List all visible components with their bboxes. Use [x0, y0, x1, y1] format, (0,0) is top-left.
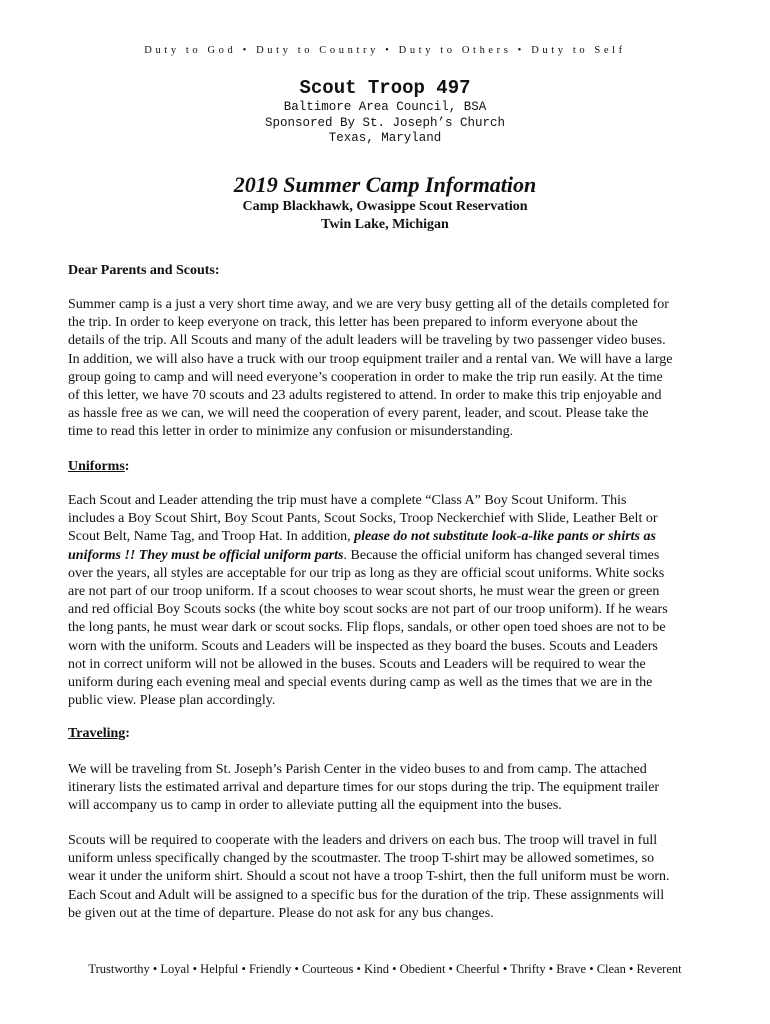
greeting: Dear Parents and Scouts:: [68, 263, 220, 278]
uniforms-heading-text: Uniforms: [68, 459, 125, 474]
traveling-line: uniform unless specifically changed by the scoutmaster. The troop T-shirt may be allowed sometimes, so: [68, 851, 655, 867]
traveling-heading-block: [68, 725, 708, 743]
uniforms-paragraph: [68, 492, 708, 710]
uniforms-heading-block: [68, 458, 708, 476]
troop-name: Scout Troop 497: [299, 77, 471, 99]
uniforms-line: uniform during each evening meal and special events during camp as well as the times that we are in the: [68, 675, 653, 691]
traveling-line: Scouts will be required to cooperate with the leaders and drivers on each bus. The troop will travel in full: [68, 833, 658, 848]
traveling-heading-colon: :: [125, 726, 130, 741]
greeting-block: [68, 262, 708, 280]
sponsor-line: Sponsored By St. Joseph’s Church: [264, 115, 506, 130]
uniforms-line: not in correct uniform will not be allowed in the buses. Scouts and Leaders will be required to wear the: [68, 656, 646, 672]
uniforms-heading: [68, 458, 708, 476]
traveling-line: will accompany us to camp in order to alleviate putting all the equipment into the buses.: [68, 798, 562, 814]
uniforms-line: are not part of our troop uniform. If a scout chooses to wear scout shorts, he must wear the green or green: [68, 584, 660, 600]
traveling-line: Each Scout and Adult will be assigned to a specific bus for the duration of the trip. These assignments will: [68, 887, 665, 903]
uniforms-line: includes a Boy Scout Shirt, Boy Scout Pants, Scout Socks, Troop Neckerchief with Slide, Leather Belt or: [68, 511, 658, 527]
scout-motto: Duty to God • Duty to Country • Duty to Others • Duty to Self: [144, 45, 626, 56]
location-line: Texas, Maryland: [328, 131, 442, 145]
uniforms-line: over the years, all styles are acceptable for our trip as long as they are official scout uniforms. White socks: [68, 565, 665, 581]
intro-line: group going to camp and will need everyone’s cooperation in order to make the trip run easily. At the time: [68, 369, 663, 385]
traveling-line: We will be traveling from St. Joseph’s Parish Center in the video buses to and from camp. The attached: [68, 762, 647, 777]
page-title: 2019 Summer Camp Information: [233, 172, 537, 197]
camp-name: Camp Blackhawk, Owasippe Scout Reservation: [242, 199, 528, 214]
intro-line: the trip. In order to keep everyone on track, this letter has been prepared to inform everyone about the: [68, 315, 638, 331]
traveling-heading-text: Traveling: [68, 726, 126, 741]
uniforms-line: and red official Boy Scouts socks (the white boy scout socks are not part of our troop uniform). If he wears: [68, 602, 668, 618]
uniforms-warning: please do not substitute look-a-like pants or shirts as: [354, 529, 656, 545]
uniforms-line: public view. Please plan accordingly.: [68, 693, 276, 709]
traveling-line: be given out at the time of departure. Please do not ask for any bus changes.: [68, 905, 494, 921]
troop-details: [0, 100, 770, 147]
traveling-heading: [68, 725, 708, 743]
uniforms-line: [68, 528, 708, 546]
scout-law-footer: Trustworthy • Loyal • Helpful • Friendly • Courteous • Kind • Obedient • Cheerful • Thrifty • Brave • Clean • Reverent: [88, 962, 682, 976]
traveling-line: wear it under the uniform shirt. Should a scout not have a troop T-shirt, then the full uniform must be worn.: [68, 869, 670, 885]
intro-line: details of the trip. All Scouts and many of the adult leaders will be traveling by two passenger video buses.: [68, 333, 666, 349]
uniforms-text: Scout Belt, Name Tag, and Troop Hat. In addition,: [68, 529, 355, 545]
uniforms-line: the long pants, he must wear dark or scout socks. Flip flops, sandals, or other open toed shoes are not to be: [68, 620, 666, 636]
intro-line: as hassle free as we can, we will need the cooperation of every parent, leader, and scout. Please take the: [68, 406, 649, 422]
council-line: Baltimore Area Council, BSA: [283, 100, 487, 114]
intro-paragraph: [68, 296, 708, 442]
camp-place: Twin Lake, Michigan: [321, 217, 449, 232]
traveling-line: itinerary lists the estimated arrival and departure times for our stops during the trip. The equipment trailer: [68, 780, 660, 796]
uniforms-line: Each Scout and Leader attending the trip must have a complete “Class A” Boy Scout Uniform. This: [68, 493, 627, 508]
intro-line: of this letter, we have 70 scouts and 23 adults registered to attend. In order to make this trip enjoyable and: [68, 388, 662, 404]
intro-line: time to read this letter in order to minimize any confusion or misunderstanding.: [68, 424, 514, 440]
intro-line: In addition, we will also have a truck with our troop equipment trailer and a rental van. We will have a large: [68, 351, 673, 367]
uniforms-warning: uniforms !! They must be official uniform parts: [68, 547, 344, 563]
intro-line: Summer camp is a just a very short time away, and we are very busy getting all of the details completed for: [68, 297, 669, 312]
camp-info: [0, 198, 770, 234]
traveling-paragraph-2: [68, 832, 708, 923]
uniforms-text: . Because the official uniform has changed several times: [343, 547, 660, 563]
traveling-paragraph-1: [68, 761, 708, 816]
uniforms-line: [68, 547, 708, 565]
uniforms-heading-colon: :: [124, 459, 130, 474]
uniforms-line: worn with the uniform. Scouts and Leaders will be inspected as they board the buses. Scouts and Leaders: [68, 638, 658, 654]
